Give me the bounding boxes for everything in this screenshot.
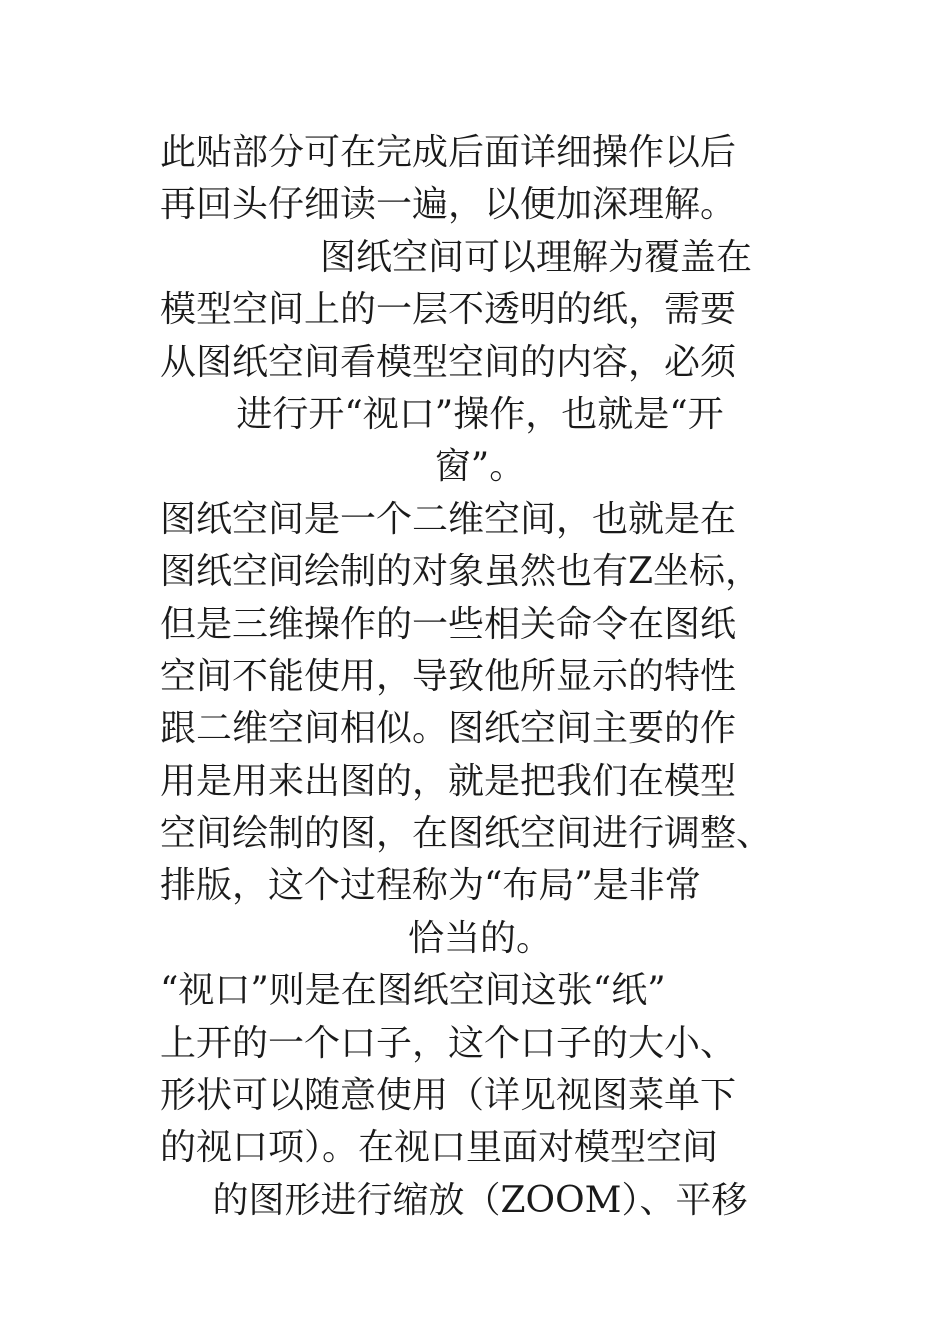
text-line: 上开的一个口子，这个口子的大小、 [160,1022,737,1064]
text-line: 空间绘制的图，在图纸空间进行调整、 [160,813,773,855]
text-line: 但是三维操作的一些相关命令在图纸 [160,603,737,645]
body-text [160,127,800,1227]
text-line: “视口”则是在图纸空间这张“纸” [160,970,666,1012]
text-line: 进行开“视口”操作，也就是“开 [236,393,724,435]
text-line: 图纸空间是一个二维空间，也就是在 [160,498,737,540]
text-line: 图纸空间绘制的对象虽然也有Z坐标， [160,551,762,593]
text-line: 此贴部分可在完成后面详细操作以后 [160,132,737,173]
text-line: 用是用来出图的，就是把我们在模型 [160,760,737,802]
text-line: 从图纸空间看模型空间的内容，必须 [160,341,737,383]
text-line: 恰当的。 [407,917,552,959]
text-line: 窗”。 [434,446,526,488]
text-line: 跟二维空间相似。图纸空间主要的作 [160,708,737,750]
text-line: 空间不能使用，导致他所显示的特性 [160,655,737,697]
text-line: 图纸空间可以理解为覆盖在 [320,236,753,278]
text-line: 的视口项）。在视口里面对模型空间 [160,1127,719,1169]
text-line: 形状可以随意使用（详见视图菜单下 [160,1075,737,1117]
text-line: 模型空间上的一层不透明的纸，需要 [160,289,737,331]
text-line: 再回头仔细读一遍，以便加深理解。 [160,184,737,226]
text-line: 的图形进行缩放（ZOOM）、平移 [212,1179,748,1221]
text-line: 排版，这个过程称为“布局”是非常 [160,865,701,907]
